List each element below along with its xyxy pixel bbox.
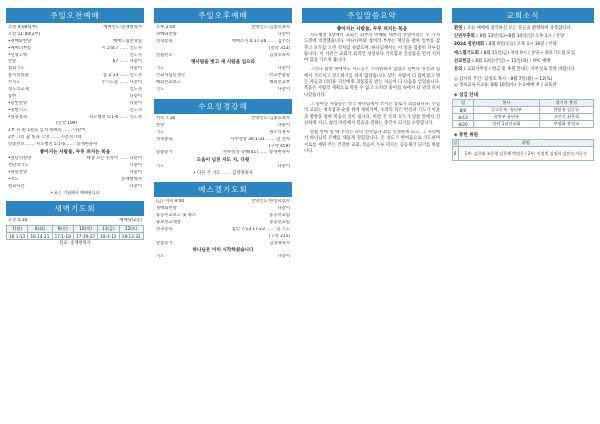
summary-paragraph: 말씀 앞에 설 때 우리는 나의 연약함과 죄를 인정하게 되고, 그 자리에서 하나님의 은혜를 새롭게 경험합니다. 온 성도가 한마음으로 기도하며 서로를 세워 주는 건강한 교회, 복음이 두루 퍼지는 공동체가 되기를 바랍니다.	[304, 130, 440, 155]
morning-sermon-title: 좋아지는 사람들, 두루 퍼지는 복음	[39, 150, 111, 156]
serve-table	[452, 99, 594, 128]
order-row	[6, 80, 144, 87]
offering-row	[453, 147, 594, 161]
order-row-label: 성경봉독	[156, 38, 173, 44]
order-row	[154, 213, 292, 220]
order-row-value: 다같이	[277, 206, 290, 212]
news-item	[452, 67, 594, 73]
order-row-label: 성경봉독	[156, 136, 173, 142]
order-row	[154, 46, 292, 53]
order-row-label: 성경봉독	[156, 226, 173, 232]
news-item	[452, 51, 594, 57]
prayer-sermon-title: 하나님은 이미 시작하셨습니다	[192, 248, 254, 254]
serve-cell: 8/20	[453, 121, 474, 128]
order-row	[6, 94, 144, 101]
order-row	[154, 206, 292, 213]
column-2	[154, 8, 292, 261]
order-row	[6, 66, 144, 73]
news-item-text: 8월 11일(금) 저녁 9시 / 본당 • 중보기도팀 모집	[483, 50, 576, 56]
sermon-summary-header: 주일말씀요약	[302, 8, 442, 23]
choir-row-1: 1부 시 편 1편을 잊지 못하리 …… 다같이	[8, 128, 86, 134]
order-row	[6, 53, 144, 60]
news-bullets	[452, 77, 594, 89]
order-row-label: 기도	[156, 87, 165, 93]
order-row-value: 송재현목사	[121, 176, 142, 182]
order-row	[154, 137, 292, 144]
order-row-label: 용서의말씀	[8, 73, 29, 79]
news-item-text: 8월 6일(오늘) 오후 1시 30분 / 본당	[488, 42, 557, 48]
order-row-value: 김정호목사	[269, 52, 290, 58]
offering-header-cell: 위원	[458, 140, 593, 147]
order-row-value: 세상 모든 민족이 …… 다같이	[86, 156, 142, 162]
order-row-value: 다같이	[277, 164, 290, 170]
afternoon-worship-header: 주일오후예배	[154, 8, 292, 23]
summary-paragraph: 그러나 핍박 속에서도 사도들은 두려워하지 않았고 날마다 성전과 집에서 가르치고 전도하기를 쉬지 않았습니다. 믿는 사람이 더 많아졌고 병든 자들과 더러운 귀신에게 괴롭힘을 받는 자들이 다 나음을 얻었습니다. 복음은 사람의 계획으로 막을 수 없고 오히려 흩어짐 속에서 더 멀리 퍼져 나갔습니다.	[304, 67, 440, 98]
prayer-order-list-2	[154, 254, 292, 261]
prayer-order-list	[154, 206, 292, 247]
column-4	[452, 8, 594, 161]
dawn-text-cell: 16:1-13	[7, 233, 28, 240]
order-row-value: (구약 215)	[268, 233, 290, 239]
serve-row	[453, 121, 594, 128]
news-item-label: 문의 :	[454, 67, 468, 73]
order-row-value: 잠언 7:13:17-23 …… 남 기도	[231, 226, 290, 232]
order-row-label: •신앙고백	[8, 52, 28, 58]
order-row-label: 기도	[156, 129, 165, 135]
order-row-value: 다같이	[129, 66, 142, 72]
order-row-value: 해외선교부	[269, 80, 290, 86]
afternoon-sermon-title: 옛사람을 벗고 새 사람을 입으라	[190, 60, 256, 66]
order-row-value: 다같이	[277, 66, 290, 72]
offering-cell: 8	[453, 147, 459, 161]
order-row-label: •축도	[8, 176, 19, 182]
column-3	[302, 8, 442, 393]
dawn-day-cell: 12(토)	[119, 226, 144, 233]
order-row-label: •결단의찬양	[8, 156, 32, 162]
order-row	[154, 32, 292, 39]
order-row-value: 예배드림찬양팀	[112, 38, 142, 44]
order-row	[6, 163, 144, 170]
dawn-day-cell: 11(금)	[98, 226, 119, 233]
order-row-label: 결단의기도	[8, 162, 29, 168]
order-row	[6, 39, 144, 46]
serve-header-cell: 생가지 봉사	[539, 100, 593, 107]
news-item-label: 신년부흥회 :	[454, 34, 480, 40]
order-row-value: 다같이	[129, 183, 142, 189]
order-row-value: 선교부합향	[269, 73, 290, 79]
serve-cell: 8/13	[453, 114, 474, 121]
news-item-text: 8월 13일(주일) ~ 15일(화) / YPC 예배	[475, 58, 551, 64]
order-row-label: •경배와찬양	[8, 38, 32, 44]
news-bullet: ◎ 감사의 주간: 김정호 목사 - 8월 7일(월) ~ 12(토)	[454, 77, 553, 83]
order-row	[154, 123, 292, 130]
order-row	[6, 101, 144, 108]
news-item	[452, 34, 594, 40]
dawn-schedule-table	[6, 225, 144, 240]
order-row	[154, 53, 292, 60]
order-row-value: 사무엘상 30:1-31 …… 남 전자	[230, 136, 290, 142]
summary-paragraph: 그 좋아진 사람들은 결국 하나님께서 쓰시는 통로가 되었습니다. 주님의 교회는 정직함과 순종 위에 세워지며, 우리의 작은 헌신과 기도가 이웃과 열방을 향한 복음의 길이 됩니다. 이번 주 우리 모두가 말씀 앞에서 진실하게 서고, 삶의 자리에서 복음을 전하는 증인이 되기를 소망합니다.	[304, 101, 440, 126]
news-item-label: 환영 :	[454, 26, 468, 31]
prayer-time-row: (금) 저녁 9:00 찬양인도:한상숙집사	[156, 199, 290, 205]
news-item	[452, 42, 594, 48]
order-row-label: 성도의교제	[8, 87, 29, 93]
serve-cell: 중고등부, 청년부	[474, 107, 539, 114]
order-row-label: 선교사님들생각	[156, 73, 186, 79]
order-row	[154, 39, 292, 46]
order-row	[6, 73, 144, 80]
order-row	[6, 170, 144, 177]
order-row-label: 봉헌	[8, 93, 17, 99]
order-row-value: 사도행전 5:1-6 …… 인도자	[89, 114, 142, 120]
order-row	[154, 220, 292, 227]
order-row-label: 말씀선포	[156, 52, 173, 58]
morning-order-list	[6, 39, 144, 122]
order-row	[6, 115, 144, 122]
order-row-value: 67 …… 다같이	[112, 59, 142, 65]
order-row	[6, 59, 144, 66]
order-row-label: 말씀증거	[156, 240, 173, 246]
order-row	[154, 87, 292, 94]
order-row-label: 주기도	[8, 80, 21, 86]
order-row	[154, 66, 292, 73]
sermon-row: 말씀선포 …… 사도행전 5:1-6 …… 송재현목사	[8, 142, 98, 148]
offering-table	[452, 139, 594, 161]
order-row-label: 참회기도	[8, 66, 25, 72]
order-row	[154, 73, 292, 80]
order-row-label: 말씀증거	[156, 150, 173, 156]
order-row-label: 경배와찬양	[156, 206, 177, 212]
order-row	[154, 80, 292, 87]
order-row-label: 찬송	[8, 59, 17, 65]
dawn-text-cell: 17:1-18	[52, 233, 73, 240]
order-row-value: 인도자	[129, 87, 142, 93]
news-bullet: ◎ 정보교류지교류: 8월 16일(수) 수요예배 후 / 교육관	[454, 83, 557, 89]
order-row-value: 에베소서 4:17-26 …… 김주신	[231, 38, 290, 44]
order-row	[154, 150, 292, 157]
order-row	[154, 241, 292, 248]
column-1	[6, 8, 144, 247]
order-row-label: 기도	[156, 66, 165, 72]
news-item-label: 에스겔기도회 :	[454, 50, 484, 56]
ezekiel-prayer-header: 예스겔기도회	[154, 182, 292, 197]
order-row	[154, 234, 292, 241]
dawn-text-cell: 18:13-32	[119, 233, 144, 240]
order-row-label: 경배와찬양	[156, 31, 177, 37]
serve-title: ◈ 섬김 안내	[454, 93, 478, 99]
standing-note: • 표는 기립해서 예배합니다	[50, 190, 100, 196]
order-row-label: •성경봉독	[8, 114, 28, 120]
serve-cell: 장년 1남선교회	[474, 121, 539, 128]
dawn-text-cell: 18:1-12	[98, 233, 119, 240]
choir-row-2: 2부 그의 꿈 빛과 소망 …… 시온성가대	[8, 135, 82, 141]
afternoon-order-list-2	[154, 66, 292, 94]
summary-paragraph: 사도행전 5장에서 교회는 외부의 박해와 내부의 분열이라는 두 가지 도전에 직면했습니다. 아나니아와 삽비라 부부는 재산을 팔아 일부를 감추고 모두를 드린 것처럼 속였으며, 하나님께서는 이 일을 엄중히 다루셨습니다. 이 사건은 교회가 외적인 성장보다 거룩함과 진실함을 먼저 지켜야 함을 가르쳐 줍니다.	[304, 33, 440, 64]
order-row-value: 다같이	[129, 169, 142, 175]
order-row	[154, 130, 292, 137]
dawn-day-cell: 7(월)	[7, 226, 28, 233]
dawn-prayer-header: 새벽기도회	[6, 201, 144, 216]
order-row-label: 찬양	[156, 122, 165, 128]
offering-header-cell: 일	[453, 140, 458, 146]
order-row-value: 인도자	[129, 107, 142, 113]
morning-time-row: 오전 9:00(1부) 예배인도:송재현목사	[8, 25, 142, 30]
serve-cell: 우정화 홍성교	[539, 121, 593, 128]
order-row-label: 중보선교대상	[156, 219, 181, 225]
serve-header-cell: 일	[453, 100, 474, 107]
order-row-value: 다같이	[277, 254, 290, 260]
order-row-value: 롬 2:13 …… 인도자	[103, 73, 142, 79]
dawn-day-cell: 9(수)	[52, 226, 73, 233]
morning-time-row-2: 오전 11:00(2부)	[8, 31, 41, 37]
summary-title: 좋아지는 사람들, 두루 퍼지는 복음	[336, 27, 408, 32]
dawn-text-cell: 17:19-27	[73, 233, 97, 240]
news-item	[452, 26, 594, 32]
wednesday-order-list-2	[154, 164, 292, 171]
order-row	[6, 108, 144, 115]
order-row	[6, 184, 144, 191]
order-row-label: 해외선교보고	[156, 80, 181, 86]
order-row-value: 풍동선교팀	[269, 219, 290, 225]
order-row-value: 김정영목사	[269, 240, 290, 246]
order-row	[154, 227, 292, 234]
order-row-value: 사무엘상 강해(41) …… 송재현목사	[222, 150, 290, 156]
order-row-label: 친교시간	[8, 183, 25, 189]
order-row-value: 다같이	[277, 31, 290, 37]
serve-row	[453, 107, 594, 114]
serve-cell: 8/6	[453, 107, 474, 114]
order-row	[6, 177, 144, 184]
news-item-label: 선교헌금 :	[454, 58, 476, 64]
order-row-value: (구약 459)	[268, 143, 290, 149]
news-item-text: 오늘 예배에 참석하신 모든 분들을 환영하며 축복합니다.	[467, 26, 573, 31]
serve-row	[453, 114, 594, 121]
wednesday-note: • 다른 주 기도 …… 김정영목사	[193, 171, 253, 177]
order-row	[154, 144, 292, 151]
order-row-value: 인도자	[129, 52, 142, 58]
dawn-text-cell: 16:14-21	[28, 233, 52, 240]
order-row-value: 다같이	[277, 122, 290, 128]
order-row	[6, 46, 144, 53]
news-item	[452, 59, 594, 65]
order-row-value: 다같이	[277, 87, 290, 93]
wednesday-header: 수요성경강해	[154, 99, 292, 114]
order-row-value: 다같이	[129, 162, 142, 168]
morning-worship-header: 주일오전예배	[6, 8, 144, 23]
news-item-text: 교회사무실 / 헌금 및 후원 안내는 사무실로 연락 바랍니다	[467, 67, 575, 73]
order-row-label: •파송찬양	[8, 169, 28, 175]
order-row-label: •예배의부름	[8, 45, 32, 51]
news-item-label: 2024 청년대회 :	[454, 42, 489, 48]
order-row	[154, 164, 292, 171]
order-row-value: 풍동선교팀	[269, 213, 290, 219]
order-row-label: •봉헌찬양	[8, 100, 28, 106]
dawn-day-cell: 8(화)	[28, 226, 52, 233]
order-row-value: 다같이	[129, 100, 142, 106]
order-row	[6, 87, 144, 94]
serve-cell: 한맘청 김동규	[539, 107, 593, 114]
offering-title: ◈ 봉헌 위원	[454, 133, 478, 139]
serve-header-cell: 봉사	[474, 100, 539, 107]
serve-cell: 고인숙 최은하	[539, 114, 593, 121]
order-row-value: (신약 313)	[268, 45, 290, 51]
order-row	[6, 156, 144, 163]
church-news-header: 교회소식	[452, 8, 594, 23]
order-row-label: 풍동선교보고 및 목소	[156, 213, 197, 219]
order-row	[154, 254, 292, 261]
dawn-time-row: 오전 5:30 예배당(2층)	[8, 218, 142, 224]
order-row-value: 다같이	[129, 93, 142, 99]
news-item-text: 8월 13일(토)~8월 14일(일) 오후 1시 / 본당	[479, 34, 565, 40]
scripture-page: (신약 199)	[56, 121, 78, 127]
dawn-leader: 설교: 송재현목사	[59, 241, 91, 247]
afternoon-time-row: 오후 2:00 찬양인도:김종호목사	[156, 25, 290, 30]
order-row-value: 시 2:8:7 …… 인도자	[101, 45, 142, 51]
serve-cell: 유치부 유년부	[474, 114, 539, 121]
wednesday-sermon-title: 도움이 넘친 자도 지, 다윗	[196, 158, 250, 164]
order-row-value: 권오익권사	[269, 129, 290, 135]
offering-cell: 1부: 김한대 조은영 김은혜 박성은 / 2부: 이정범 김정희 김민숙 이동숙	[458, 147, 593, 161]
summary-body	[302, 33, 442, 393]
morning-after-list	[6, 156, 144, 190]
dawn-day-cell: 10(목)	[73, 226, 97, 233]
order-row-label: 기도	[156, 254, 165, 260]
wednesday-time-row: 저녁 7:30 찬양인도:김종호목사	[156, 116, 290, 122]
wednesday-order-list	[154, 123, 292, 157]
order-row-value: 주기도송 …… 다같이	[101, 80, 142, 86]
order-row-label: •봉헌기도	[8, 107, 28, 113]
news-list	[452, 26, 594, 73]
order-row-label: 기도	[156, 164, 165, 170]
afternoon-order-list	[154, 32, 292, 60]
